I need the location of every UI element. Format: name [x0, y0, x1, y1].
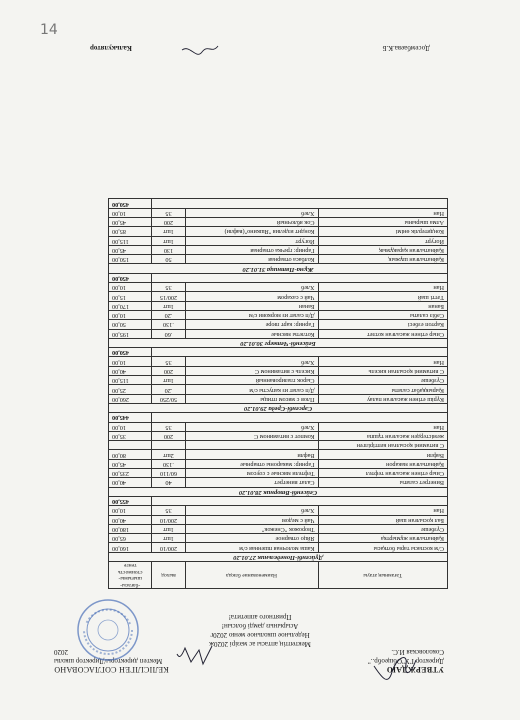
day-header: Дүйсенбі-Понедельник 27.01.20	[109, 552, 448, 561]
director-signature-icon	[370, 654, 420, 680]
approve-title: УТВЕРЖДАЮ	[386, 665, 444, 674]
dish-price: 235,00	[109, 469, 152, 478]
dish-output: 35	[152, 283, 185, 292]
dish-output: 1шт	[152, 301, 185, 310]
day-total-row	[109, 496, 448, 505]
day-total: 455,00	[109, 496, 152, 505]
dish-name-ru: Яйцо отварное	[185, 534, 318, 543]
dish-name-kz: Банан	[318, 301, 447, 310]
table-row	[109, 385, 448, 394]
table-row	[109, 255, 448, 264]
table-row	[109, 366, 448, 375]
dish-name-kz: Алма шырыны	[318, 218, 447, 227]
dish-name-ru: Конднт изделия "Яшкино"(вафли)	[185, 227, 318, 236]
dish-name-ru: Д/п салат из моркови с/м	[185, 310, 318, 319]
dish-name-ru: Гарнир: карт пюре	[185, 320, 318, 329]
col-out-header: выход	[152, 562, 185, 589]
agreed-line: 2020	[54, 648, 68, 656]
day-header-row	[109, 403, 448, 412]
table-row	[109, 524, 448, 533]
dish-name-ru: Д/п салат из капусты с/м	[185, 385, 318, 394]
total-spacer	[152, 496, 448, 505]
table-row	[109, 478, 448, 487]
dish-price: 115,00	[109, 236, 152, 245]
table-row	[109, 422, 448, 431]
dish-name-kz: Қайнатылған қарақұмық	[318, 245, 447, 254]
dish-output: 1шт	[152, 236, 185, 245]
dish-name-kz: С витамині қосылған кептірілген	[318, 441, 447, 450]
dish-output: .130	[152, 320, 185, 329]
dish-output: 35	[152, 422, 185, 431]
page-number: 14	[40, 22, 58, 38]
dish-price: 80,00	[109, 450, 152, 459]
dish-output: .20	[152, 385, 185, 394]
table-row	[109, 245, 448, 254]
dish-name-ru: Йогурт	[185, 236, 318, 245]
dish-name-ru: Чай с сахаром	[185, 292, 318, 301]
table-row	[109, 450, 448, 459]
dish-price: 40,00	[109, 515, 152, 524]
day-header: Сейсенбі-Вторник 28.01.20	[109, 487, 448, 496]
day-total: 445,00	[109, 413, 152, 422]
school-seal-icon	[76, 598, 140, 662]
dish-output: 35	[152, 357, 185, 366]
day-total-row	[109, 348, 448, 357]
dish-output: 200	[152, 431, 185, 440]
table-row	[109, 208, 448, 217]
dish-output: 60/110	[152, 469, 185, 478]
total-spacer	[152, 199, 448, 208]
dish-price: 10,00	[109, 357, 152, 366]
dish-name-ru: Банан	[185, 301, 318, 310]
day-header-row	[109, 264, 448, 273]
calculator-name: Досембаева.К.Б	[382, 44, 430, 52]
total-spacer	[152, 413, 448, 422]
menu-title-line: Приятного аппетита!	[228, 613, 292, 621]
dish-price: 180,00	[109, 524, 152, 533]
dish-output: 200	[152, 366, 185, 375]
dish-name-kz: Бал қосылған шай	[318, 515, 447, 524]
dish-name-kz: Картоп езбесі	[318, 320, 447, 329]
menu-title-line: Недельное школьное меню 2020г	[210, 631, 310, 639]
dish-name-ru	[185, 441, 318, 450]
day-total-row	[109, 273, 448, 282]
table-row	[109, 236, 448, 245]
dish-name-kz: Қайнатылған жұмыртқа	[318, 534, 447, 543]
dish-name-kz: Қырыққабат салаты	[318, 385, 447, 394]
dish-name-ru: Каша молочная пшенная с/м	[185, 543, 318, 552]
col-price-header: -бағасы- шығымы- стоимость тенге	[109, 562, 152, 589]
table-row	[109, 431, 448, 440]
dish-name-kz: Сиыр етінен жасалған тефтел	[318, 469, 447, 478]
table-row	[109, 515, 448, 524]
table-row	[109, 292, 448, 301]
dish-name-ru: Хлеб	[185, 506, 318, 515]
dish-price: 40,00	[109, 366, 152, 375]
dish-price: 65,00	[109, 534, 152, 543]
dish-output: 200/15	[152, 292, 185, 301]
day-total-row	[109, 413, 448, 422]
dish-name-kz: Сүзбеше	[318, 524, 447, 533]
total-spacer	[152, 273, 448, 282]
dish-output: 35	[152, 208, 185, 217]
menu-table-body	[109, 199, 448, 562]
dish-price: 10,00	[109, 208, 152, 217]
dish-name-ru: Творожок "Снежок"	[185, 524, 318, 533]
dish-name-kz: Вафли	[318, 450, 447, 459]
dish-output: 50	[152, 255, 185, 264]
dish-price: 10,00	[109, 506, 152, 515]
dish-price: 160,00	[109, 543, 152, 552]
dish-name-ru: Плов с мясом птицы	[185, 394, 318, 403]
dish-price: 45,00	[109, 459, 152, 468]
dish-price: 45,00	[109, 245, 152, 254]
dish-name-kz: Қайнатылған шұжық	[318, 255, 447, 264]
dish-name-kz: Нан	[318, 208, 447, 217]
dish-name-kz: Нан	[318, 357, 447, 366]
dish-name-ru: Кисель с витамином С	[185, 366, 318, 375]
dish-name-ru: Хлеб	[185, 208, 318, 217]
dish-name-ru: Вафли	[185, 450, 318, 459]
table-row	[109, 329, 448, 338]
dish-price: 10,00	[109, 422, 152, 431]
day-header: Сәрсенбі-Среда 29.01.20	[109, 403, 448, 412]
table-row	[109, 357, 448, 366]
dish-output: 2шт	[152, 450, 185, 459]
dish-name-kz: С витамині қосылған кисель	[318, 366, 447, 375]
dish-output: .130	[152, 459, 185, 468]
table-row	[109, 469, 448, 478]
table-row	[109, 543, 448, 552]
dish-price: 195,00	[109, 329, 152, 338]
menu-table	[108, 198, 448, 589]
dish-name-ru: Сырок глазированный	[185, 376, 318, 385]
dish-name-ru: Хлеб	[185, 357, 318, 366]
dish-output: 1шт	[152, 227, 185, 236]
dish-output: 1шт	[152, 524, 185, 533]
day-total: 450,00	[109, 199, 152, 208]
dish-output: 200	[152, 218, 185, 227]
menu-title-line: Асырыныз дәмді болсын!	[221, 622, 299, 630]
table-row	[109, 534, 448, 543]
day-header: Бейсенбі-Четверг 30.01.20	[109, 338, 448, 347]
table-row	[109, 441, 448, 450]
dish-price	[109, 441, 152, 450]
table-row	[109, 459, 448, 468]
dish-name-ru: Сок яблочный	[185, 218, 318, 227]
menu-title-line: Мектептің аптасы ас мәзірі 2020ж	[209, 640, 311, 648]
table-row	[109, 506, 448, 515]
agreed-line: Мектеп директоры/Директор школы	[54, 657, 163, 665]
approve-name: Соколовская И.С.	[391, 648, 444, 656]
calculator-signature-icon	[180, 42, 220, 56]
dish-price: 45,00	[109, 218, 152, 227]
dish-name-kz: Нан	[318, 422, 447, 431]
dish-price: 35,00	[109, 431, 152, 440]
dish-name-kz: Күріш етінен жасалған палау	[318, 394, 447, 403]
dish-price: 170,00	[109, 301, 152, 310]
dish-name-kz: Сүзбеше	[318, 376, 447, 385]
day-header-row	[109, 338, 448, 347]
total-spacer	[152, 348, 448, 357]
dish-name-kz: Йогурт	[318, 236, 447, 245]
dish-name-ru: Хлеб	[185, 283, 318, 292]
menu-title	[150, 612, 370, 648]
day-header-row	[109, 552, 448, 561]
dish-name-ru: Хлеб	[185, 422, 318, 431]
dish-price: 10,00	[109, 283, 152, 292]
dish-name-ru: Салат винегрет	[185, 478, 318, 487]
agreed-title: КЕЛІСІЛГЕН СОГЛАСОВАНО	[54, 665, 169, 674]
dish-output	[152, 441, 185, 450]
dish-output: 200/10	[152, 515, 185, 524]
dish-output: .60	[152, 329, 185, 338]
day-total-row	[109, 199, 448, 208]
calculator-role: Калькулятор	[90, 44, 132, 52]
day-total: 450,00	[109, 273, 152, 282]
dish-price: 85,00	[109, 227, 152, 236]
dish-output: 50/250	[152, 394, 185, 403]
dish-price: 40,00	[109, 478, 152, 487]
table-row	[109, 227, 448, 236]
dish-name-ru: Котлеты мясные	[185, 329, 318, 338]
dish-output: .20	[152, 310, 185, 319]
dish-name-ru: Компот с витамином С	[185, 431, 318, 440]
dish-name-kz: Тәтті шай	[318, 292, 447, 301]
table-row	[109, 283, 448, 292]
dish-name-ru: Гарнир: макароны отварные	[185, 459, 318, 468]
dish-price: 150,00	[109, 255, 152, 264]
dish-price: 25,00	[109, 385, 152, 394]
table-row	[109, 310, 448, 319]
dish-output: 35	[152, 506, 185, 515]
table-row	[109, 320, 448, 329]
day-header: Жұма-Пятница 31.01.20	[109, 264, 448, 273]
table-row	[109, 218, 448, 227]
day-total: 450,00	[109, 348, 152, 357]
approve-org: Директор ГУ"Общеобр.."	[367, 657, 444, 665]
dish-name-kz: Сәбіз салаты	[318, 310, 447, 319]
dish-name-kz: Нан	[318, 506, 447, 515]
dish-output: 1шт	[152, 376, 185, 385]
dish-name-kz: Қайнатылған макарон	[318, 459, 447, 468]
dish-price: 260,00	[109, 394, 152, 403]
dish-name-ru: Гарнир: гречка отварная	[185, 245, 318, 254]
dish-output: 40	[152, 478, 185, 487]
day-header-row	[109, 487, 448, 496]
dish-name-kz: Сиыр етінен жасалған котлет	[318, 329, 447, 338]
dish-output: 200/10	[152, 543, 185, 552]
table-row	[109, 376, 448, 385]
dish-name-ru: Чай с медом	[185, 515, 318, 524]
dish-price: 15,00	[109, 292, 152, 301]
dish-output: 1шт	[152, 534, 185, 543]
col-ru-header: Наименование блюда	[185, 562, 318, 589]
table-row	[109, 301, 448, 310]
dish-name-ru: Колбаса отварная	[185, 255, 318, 264]
dish-name-kz: Кондитерлік өнімі	[318, 227, 447, 236]
dish-name-kz: Нан	[318, 283, 447, 292]
dish-name-kz: С/м коспасы тары ботқасы	[318, 543, 447, 552]
dish-price: 50,00	[109, 320, 152, 329]
dish-price: 115,00	[109, 376, 152, 385]
dish-name-ru: Тефтели мясные с соусом	[185, 469, 318, 478]
table-header-row	[109, 562, 448, 589]
dish-name-kz: Винегрет салаты	[318, 478, 447, 487]
dish-name-kz: жемістерден жасалған тұшпа	[318, 431, 447, 440]
dish-output: 130	[152, 245, 185, 254]
table-row	[109, 394, 448, 403]
col-kz-header: Тағамның атауы	[318, 562, 447, 589]
dish-price: 10,00	[109, 310, 152, 319]
